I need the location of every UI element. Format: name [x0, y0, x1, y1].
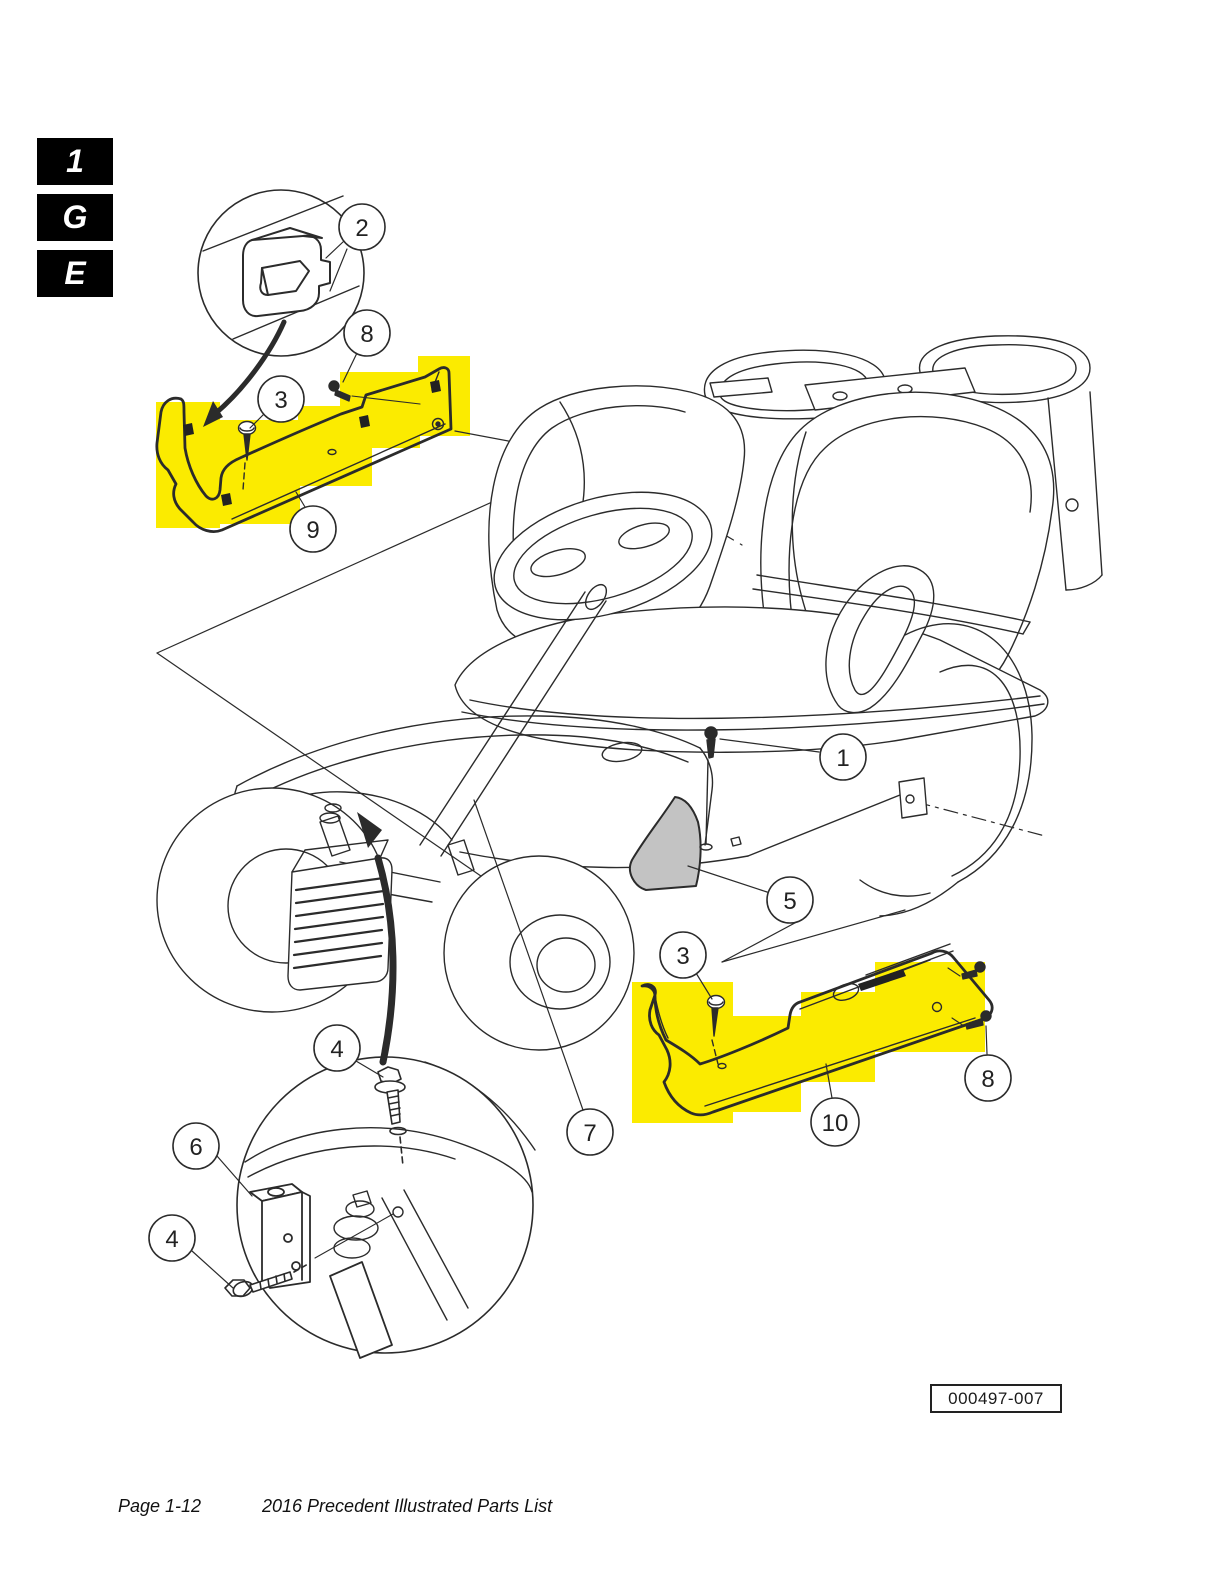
svg-text:4: 4 — [330, 1036, 344, 1063]
callout-6 — [173, 1123, 219, 1169]
svg-text:4: 4 — [165, 1226, 179, 1253]
part5-kick-panel — [630, 797, 701, 890]
page-number: Page 1-12 — [118, 1496, 202, 1516]
thumb-tab-g: G — [37, 194, 113, 241]
svg-text:8: 8 — [981, 1066, 995, 1093]
callout-4-top — [314, 1025, 360, 1071]
callout-10 — [811, 1098, 859, 1146]
callout-9 — [290, 506, 336, 552]
page-footer — [0, 1496, 1224, 1526]
callout-5 — [767, 877, 813, 923]
detail-circle-bracket — [225, 1057, 533, 1358]
callout-8-right — [965, 1055, 1011, 1101]
svg-text:3: 3 — [676, 943, 690, 970]
thumb-tab-e: E — [37, 250, 113, 297]
svg-text:7: 7 — [583, 1120, 597, 1147]
highlight-right-rocker-panel — [632, 962, 985, 1123]
callout-3-left — [258, 376, 304, 422]
svg-text:1: 1 — [836, 745, 850, 772]
callout-8-top — [344, 310, 390, 356]
svg-text:5: 5 — [783, 888, 797, 915]
callout-2 — [339, 204, 385, 250]
svg-text:10: 10 — [821, 1110, 849, 1137]
callout-4-bottom — [149, 1215, 195, 1261]
svg-text:6: 6 — [189, 1134, 203, 1161]
callout-3-right — [660, 932, 706, 978]
document-title: 2016 Precedent Illustrated Parts List — [262, 1496, 553, 1516]
figure-number-box: 000497-007 — [930, 1384, 1062, 1413]
svg-text:8: 8 — [360, 321, 374, 348]
callout-7 — [567, 1109, 613, 1155]
thumb-tab-1: 1 — [37, 138, 113, 185]
callout-1 — [820, 734, 866, 780]
svg-text:2: 2 — [355, 215, 369, 242]
svg-text:3: 3 — [274, 387, 288, 414]
svg-text:9: 9 — [306, 517, 320, 544]
